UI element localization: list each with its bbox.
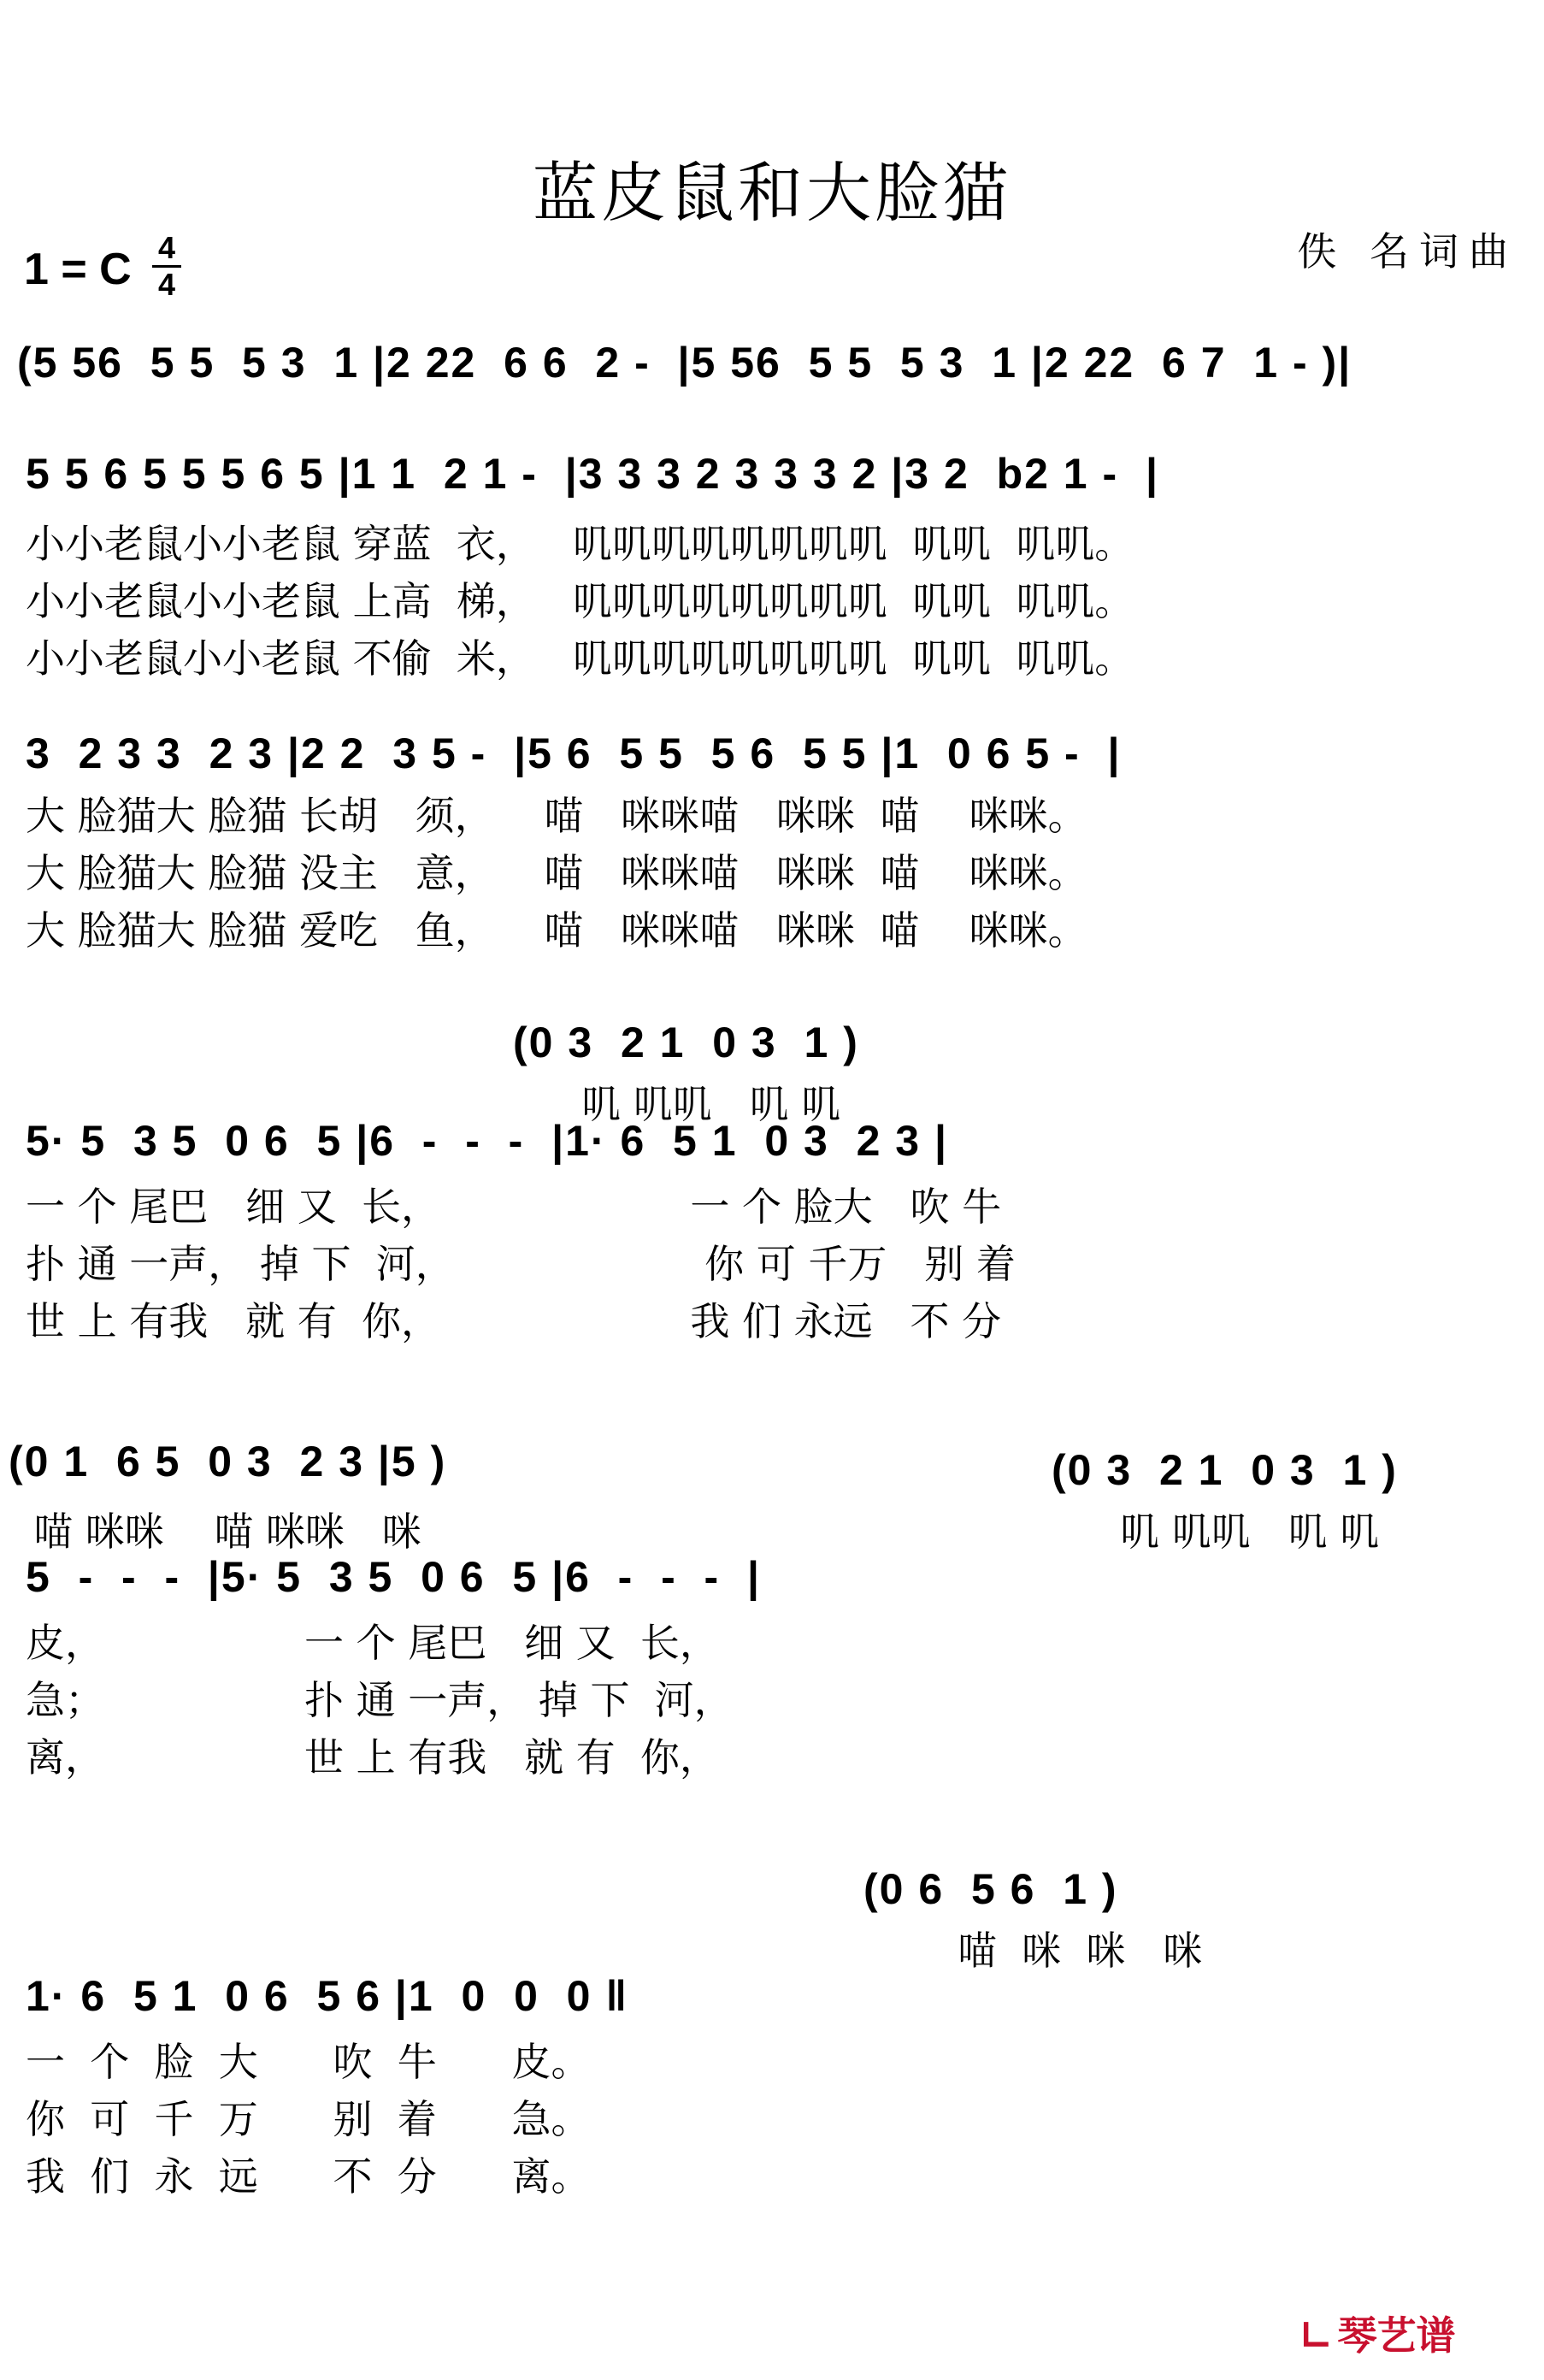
system-5-lyric-2: 急； 扑 通 一声， 掉 下 河， (26, 1677, 734, 1723)
system-5-interlude-right-notes: (0 3 2 1 0 3 1 ) (1052, 1446, 1398, 1494)
system-2-notes: 5 5 6 5 5 5 6 5 |1 1 2 1 - |3 3 3 2 3 3 3 2 |3 2 b2 1 - | (26, 450, 1159, 498)
logo-icon: ∟ (1299, 2312, 1333, 2359)
time-signature-top: 4 (157, 230, 176, 265)
system-5-lyric-3: 离， 世 上 有我 就 有 你， (26, 1734, 719, 1781)
system-6-interlude-lyric: 喵 咪 咪 咪 (958, 1928, 1203, 1974)
system-1-notes: (5 56 5 5 5 3 1 |2 22 6 6 2 - |5 56 5 5 5 3 1 |2 22 6 7 1 - )| (17, 339, 1352, 387)
system-4-interlude-lyric: 叽 叽叽 叽 叽 (581, 1081, 841, 1127)
time-signature (152, 230, 181, 302)
watermark-logo (1299, 2305, 1456, 2361)
system-3-lyric-2: 大 脸猫大 脸猫 没主 意， 喵 咪咪喵 咪咪 喵 咪咪。 (26, 850, 1087, 896)
system-2-lyric-3: 小小老鼠小小老鼠 不偷 米， 叽叽叽叽叽叽叽叽 叽叽 叽叽。 (26, 635, 1134, 682)
system-6-interlude-notes: (0 6 5 6 1 ) (863, 1865, 1118, 1913)
system-6-lyric-1: 一 个 脸 大 吹 牛 皮。 (26, 2039, 591, 2085)
time-signature-bottom: 4 (157, 267, 176, 302)
watermark-text: 琴艺谱 (1337, 2312, 1456, 2359)
system-4-interlude-notes: (0 3 2 1 0 3 1 ) (513, 1019, 859, 1066)
system-3-notes: 3 2 3 3 2 3 |2 2 3 5 - |5 6 5 5 5 6 5 5 |1 0 6 5 - | (26, 729, 1122, 777)
system-6-notes: 1· 6 5 1 0 6 5 6 |1 0 0 0 ‖ (26, 1972, 629, 2020)
system-4-lyric-2: 扑 通 一声， 掉 下 河， 你 可 千万 别 着 (26, 1241, 1016, 1287)
system-4-lyric-1: 一 个 尾巴 细 又 长， 一 个 脸大 吹 牛 (26, 1184, 1002, 1230)
system-2-lyric-2: 小小老鼠小小老鼠 上高 梯， 叽叽叽叽叽叽叽叽 叽叽 叽叽。 (26, 578, 1134, 624)
system-3-lyric-3: 大 脸猫大 脸猫 爱吃 鱼， 喵 咪咪喵 咪咪 喵 咪咪。 (26, 907, 1087, 954)
page-title: 蓝皮鼠和大脸猫 (533, 155, 1011, 231)
system-6-lyric-3: 我 们 永 远 不 分 离。 (26, 2153, 591, 2200)
system-5-notes: 5 - - - |5· 5 3 5 0 6 5 |6 - - - | (26, 1553, 761, 1601)
system-2-lyric-1: 小小老鼠小小老鼠 穿蓝 衣， 叽叽叽叽叽叽叽叽 叽叽 叽叽。 (26, 521, 1134, 567)
system-5-interlude-right-lyric: 叽 叽叽 叽 叽 (1120, 1509, 1380, 1555)
system-3-lyric-1: 大 脸猫大 脸猫 长胡 须， 喵 咪咪喵 咪咪 喵 咪咪。 (26, 793, 1087, 839)
system-4-lyric-3: 世 上 有我 就 有 你， 我 们 永远 不 分 (26, 1298, 1002, 1344)
system-4-notes: 5· 5 3 5 0 6 5 |6 - - - |1· 6 5 1 0 3 2 3 | (26, 1117, 948, 1165)
system-5-interlude-left-lyric: 喵 咪咪 喵 咪咪 咪 (9, 1509, 421, 1555)
key-signature: 1 = C (24, 245, 132, 294)
system-6-lyric-2: 你 可 千 万 别 着 急。 (26, 2096, 591, 2142)
system-5-interlude-left-notes: (0 1 6 5 0 3 2 3 |5 ) (9, 1438, 447, 1485)
system-5-lyric-1: 皮， 一 个 尾巴 细 又 长， (26, 1620, 719, 1666)
credit-line: 佚 名词曲 (1297, 228, 1518, 275)
